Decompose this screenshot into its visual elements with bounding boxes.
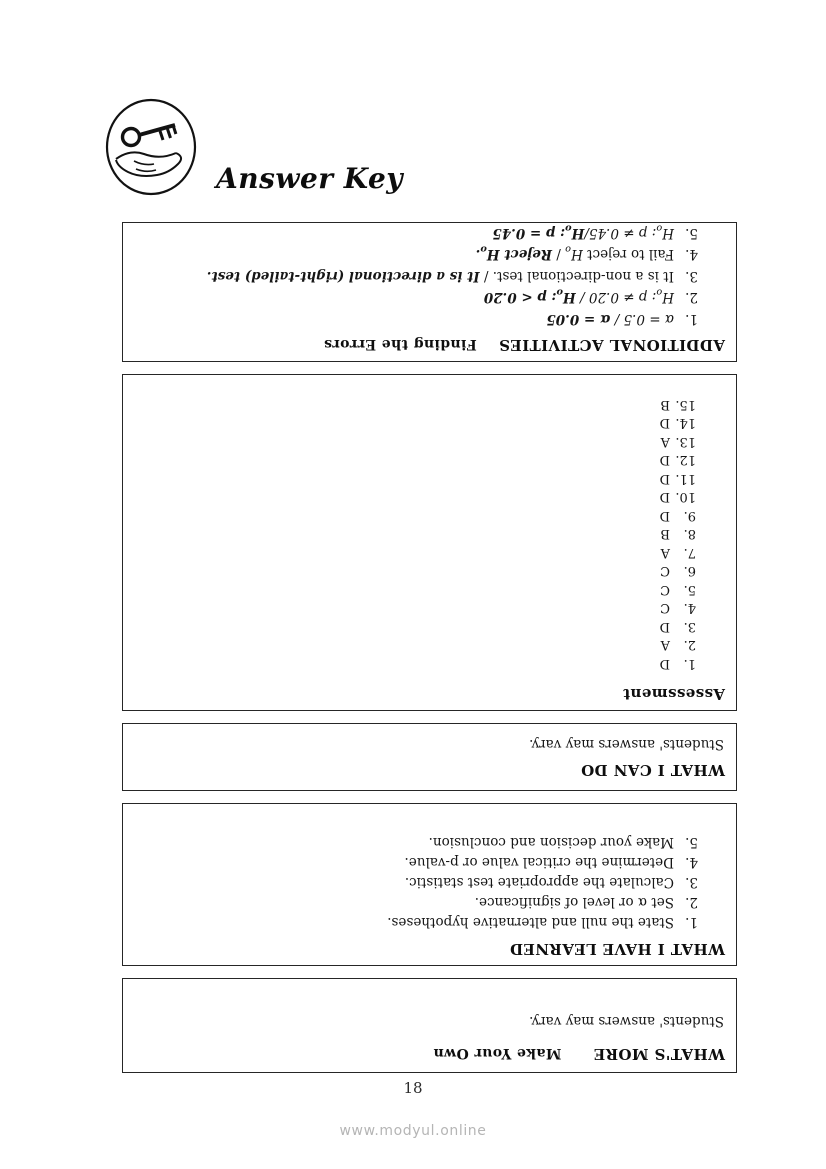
assessment-answer-row [131, 487, 696, 506]
page-number: 18 [403, 1079, 423, 1097]
answer-letter: D [659, 452, 670, 468]
answer-item [131, 265, 698, 287]
item-text: It is a non-directional test. / It is a directional (right-tailed) test. [206, 268, 674, 284]
whats-more-content [123, 979, 736, 1072]
learned-step-item [131, 872, 698, 892]
assessment-header: Assessment [622, 685, 725, 703]
item-number: 8. [683, 526, 696, 542]
answer-box-what-i-have-learned [122, 803, 737, 966]
what-i-can-do-answer: Students' answers may vary. [529, 736, 724, 752]
item-number: 9. [683, 508, 696, 523]
item-text: $H_o$: $p \ne 0.45/H_o$: p = 0.45 [492, 222, 674, 241]
learned-step-item [131, 852, 698, 872]
item-number: 10. [675, 489, 696, 505]
assessment-content [123, 375, 736, 710]
assessment-list [131, 395, 696, 673]
item-number: 7. [683, 545, 696, 560]
item-text: α = 0.5 / α = 0.05 [546, 311, 674, 327]
answer-letter: D [659, 656, 670, 671]
answer-letter: D [659, 415, 670, 431]
assessment-answer-row [131, 543, 696, 562]
item-number: 5. [683, 582, 696, 597]
assessment-answer-row [131, 432, 696, 451]
answer-letter: A [660, 545, 670, 560]
assessment-answer-row [131, 598, 696, 617]
key-in-hand-icon [104, 97, 198, 197]
answer-box-whats-more [122, 978, 737, 1073]
what-i-have-learned-content [123, 804, 736, 965]
make-your-own-subheader: Make Your Own [433, 1045, 562, 1061]
finding-the-errors-subheader: Finding the Errors [323, 336, 477, 352]
answer-letter: C [660, 600, 670, 616]
answer-letter: A [660, 637, 670, 653]
key-in-hand-icon-svg [104, 97, 198, 197]
answer-box-assessment [122, 374, 737, 711]
item-number: 5. [685, 225, 698, 241]
item-text: Determine the critical value or p-value. [404, 854, 674, 870]
assessment-answer-row [131, 506, 696, 525]
assessment-answer-row [131, 654, 696, 673]
answer-letter: C [660, 563, 670, 579]
additional-activities-list [131, 222, 698, 330]
item-text: Fail to reject $H_o$ / Reject $H_o$. [475, 243, 674, 263]
answer-letter: A [660, 434, 670, 449]
assessment-answer-row [131, 635, 696, 654]
assessment-answer-row [131, 617, 696, 636]
answer-letter: D [659, 619, 670, 634]
item-number: 5. [685, 834, 698, 850]
answer-item [131, 243, 698, 265]
what-i-can-do-header: WHAT I CAN DO [580, 761, 725, 779]
assessment-answer-row [131, 524, 696, 543]
page-title: Answer Key [216, 162, 404, 195]
answer-letter: C [660, 582, 670, 597]
answer-letter: D [659, 471, 670, 486]
item-number: 14. [675, 415, 696, 431]
assessment-answer-row [131, 561, 696, 580]
answer-letter: B [660, 397, 670, 412]
item-number: 2. [685, 289, 698, 306]
item-text: State the null and alternative hypotheses. [387, 914, 674, 930]
learned-step-item [131, 892, 698, 912]
item-text: Set α or level of significance. [474, 894, 674, 910]
assessment-answer-row [131, 395, 696, 414]
item-number: 11. [675, 471, 696, 486]
learned-step-item [131, 832, 698, 852]
item-number: 4. [685, 854, 698, 870]
additional-activities-content [123, 223, 736, 361]
watermark: www.modyul.online [339, 1123, 487, 1139]
item-number: 3. [685, 268, 698, 284]
what-i-have-learned-list [131, 832, 698, 932]
assessment-answer-row [131, 469, 696, 488]
item-number: 13. [675, 434, 696, 449]
answer-letter: D [659, 508, 670, 523]
additional-activities-header: ADDITIONAL ACTIVITIES [498, 336, 725, 354]
item-number: 6. [683, 563, 696, 579]
learned-step-item [131, 912, 698, 932]
item-number: 1. [685, 914, 698, 930]
assessment-answer-row [131, 580, 696, 599]
assessment-answer-row [131, 413, 696, 432]
item-number: 1. [683, 656, 696, 671]
item-number: 3. [683, 619, 696, 634]
item-number: 12. [675, 452, 696, 468]
item-number: 15. [675, 397, 696, 412]
item-number: 4. [683, 600, 696, 616]
what-i-have-learned-header: WHAT I HAVE LEARNED [509, 940, 725, 958]
whats-more-answer: Students' answers may vary. [529, 1013, 724, 1029]
whats-more-header: WHAT'S MORE [593, 1045, 725, 1063]
item-number: 3. [685, 874, 698, 890]
answer-box-additional-activities [122, 222, 737, 362]
item-number: 2. [683, 637, 696, 653]
item-text: Make your decision and conclusion. [428, 834, 674, 850]
item-text: $H_o$: $p \ne 0.20 / H_o$: p < 0.20 [483, 286, 674, 306]
item-number: 2. [685, 894, 698, 910]
answer-item [131, 308, 698, 330]
what-i-can-do-content [123, 724, 736, 790]
answer-item [131, 286, 698, 308]
answer-letter: D [659, 489, 670, 505]
item-number: 4. [685, 246, 698, 263]
answer-letter: B [660, 526, 670, 542]
item-number: 1. [685, 311, 698, 327]
assessment-answer-row [131, 450, 696, 469]
item-text: Calculate the appropriate test statistic. [404, 874, 674, 890]
answer-box-what-i-can-do [122, 723, 737, 791]
answer-item [131, 222, 698, 244]
